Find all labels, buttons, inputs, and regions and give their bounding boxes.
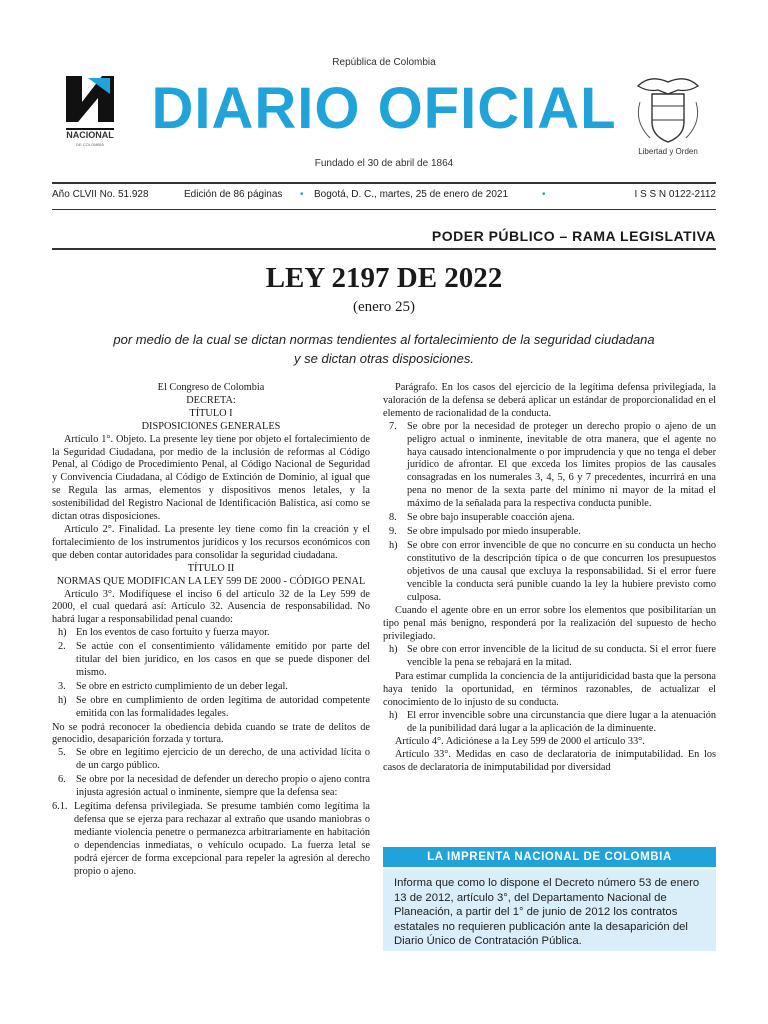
info-bar-top-rule [52,182,716,184]
paragrafo: Parágrafo. En los casos del ejercicio de la legítima defensa privilegiada, la valoración de la defensa se deberá aplicar un estándar de proporcionalidad en el elemento de racionalidad de la conducta. [383,382,716,419]
articulo-4: Artículo 4°. Adiciónese a la Ley 599 de 2000 el artículo 33°. [395,736,645,748]
ley-description [80,330,688,368]
list-item: h) Se obre con error invencible de la licitud de su conducta. Si el error fuere vencible la pena se rebajará en la mitad. [389,644,716,669]
ley-title: LEY 2197 DE 2022 [265,262,503,294]
left-column [52,382,370,879]
escudo-caption: Libertad y Orden [638,147,698,156]
titulo-2: TÍTULO II [187,562,235,574]
list-item: 8. Se obre bajo insuperable coacción ajena. [389,512,575,524]
anio-numero: Año CLVII No. 51.928 [52,189,149,200]
imprenta-notice-text: Informa que como lo dispone el Decreto número 53 de enero 13 de 2012, artículo 3°, del Departamento Nacional de Planeación, a partir del 1° de junio de 2012 los contratos estatales no requieren publicación ante la desaparición del Diario Único de Contratación Pública. [394,877,700,948]
issn: I S S N 0122-2112 [634,189,716,200]
info-bar-bottom-rule [52,209,716,210]
republica-label: República de Colombia [332,57,436,68]
info-bar [52,189,716,205]
separator-dot-icon: • [542,189,546,200]
decreta: DECRETA: [186,394,236,406]
separator-dot-icon: • [300,189,304,200]
list-item: 9. Se obre impulsado por miedo insuperable. [389,525,581,537]
coat-of-arms-icon [630,72,706,158]
titulo-1: TÍTULO I [189,407,233,419]
disposiciones-generales: DISPOSICIONES GENERALES [141,420,281,432]
edicion-paginas: Edición de 86 páginas [184,189,283,200]
articulo-3: Artículo 3°. Modifíquese el inciso 6 del artículo 32 de la Ley 599 de 2000, el cual quedará así: Artículo 32. Ausencia de responsabilidad. No habrá lugar a responsabilidad penal cuando: [52,588,370,626]
congreso: El Congreso de Colombia [157,382,265,393]
list-item: 7. Se obre por la necesidad de proteger un derecho propio o ajeno de un peligro actual o inminente, inevitable de otra manera, que el agente no haya causado intencionalmente o por imprudencia y que no tenga el deber jurídico de afrontar. El que exceda los límites propios de las causales consagradas en los numerales 3, 4, 5, 6 y 7 precedentes, incurrirá en una pena no menor de la sexta parte del mínimo ni mayor de la mitad el máximo de la señalada para la respectiva conducta punible. [389,420,716,510]
ley-description-line-1: por medio de la cual se dictan normas tendientes al fortalecimiento de la seguridad ciudadana [113,332,655,347]
diario-oficial-title: DIARIO OFICIAL [151,76,617,141]
normas-heading: NORMAS QUE MODIFICAN LA LEY 599 DE 2000 - CÓDIGO PENAL [56,575,366,587]
list-item: 2. Se actúe con el consentimiento válidamente emitido por parte del titular del bien jurídico, en los casos en que se puede disponer del mismo. [58,641,370,678]
articulo-1: Artículo 1°. Objeto. La presente ley tiene por objeto el fortalecimiento de la Seguridad Ciudadana, por medio de la inclusión de reformas al Código Penal, al Código de Procedimiento Penal, al Código Nacional de Seguridad y Convivencia Ciudadana, al Código de Extinción de Dominio, al igual que se Regula las armas, elementos y dispositivos menos letales, y la sostenibilidad del Registro Nacional de Identificación Balística, así como se dictan otras disposiciones. [52,433,370,523]
list-item: 6.1. Legítima defensa privilegiada. Se presume también como legítima la defensa que se ejerza para rechazar al extraño que usando maniobras o mediante violencia penetre o permanezca arbitrariamente en habitación o dependencias inmediatas, o vehículo ocupado. La fuerza letal se podrá ejercer de forma excepcional para repeler la agresión al derecho propio o ajeno. [52,801,370,877]
articulo-2: Artículo 2°. Finalidad. La presente ley tiene como fin la creación y el fortalecimiento de los instrumentos jurídicos y los recursos económicos con que deben contar autoridades para consolidar la seguridad ciudadana. [52,523,370,561]
section-rule [52,248,716,250]
articulo-33: Artículo 33°. Medidas en caso de declaratoria de inimputabilidad. En los casos de declaratoria de inimputabilidad por diversidad [383,749,716,774]
fundado-label: Fundado el 30 de abril de 1864 [314,158,454,169]
list-item: 6. Se obre por la necesidad de defender un derecho propio o ajeno contra injusta agresión actual o inminente, siempre que la defensa sea: [58,774,370,799]
list-item: 5. Se obre en legítimo ejercicio de un derecho, de una actividad lícita o de un cargo público. [58,747,370,772]
svg-text:NACIONAL: NACIONAL [66,130,114,140]
list-item: 3. Se obre en estricto cumplimiento de un deber legal. [58,680,288,692]
imprenta-notice-heading: LA IMPRENTA NACIONAL DE COLOMBIA [383,847,716,867]
estimar-paragraph: Para estimar cumplida la conciencia de la antijuridicidad basta que la persona haya tenido la oportunidad, en términos razonables, de actualizar el conocimiento de lo injusto de su conducta. [383,670,716,708]
list-item: h) Se obre en cumplimiento de orden legítima de autoridad competente emitida con las formalidades legales. [58,694,370,719]
list-item: h) Se obre con error invencible de que no concurre en su conducta un hecho constitutivo de la descripción típica o de que concurren los presupuestos objetivos de una causal que excluya la responsabilidad. Si el error fuere vencible la conducta será punible cuando la ley la hubiere previsto como culposa. [389,539,716,603]
cuando-paragraph: Cuando el agente obre en un error sobre los elementos que posibilitarían un tipo penal más benigno, responderá por la realización del supuesto de hecho privilegiado. [383,605,716,643]
svg-text:DE COLOMBIA: DE COLOMBIA [76,142,104,147]
list-item: h) En los eventos de caso fortuito y fuerza mayor. [58,627,270,639]
lugar-fecha: Bogotá, D. C., martes, 25 de enero de 2021 [314,189,509,200]
ley-date: (enero 25) [352,299,416,315]
obediencia-paragraph: No se podrá reconocer la obediencia debida cuando se trate de delitos de genocidio, desaparición forzada y tortura. [52,721,370,746]
section-heading: PODER PÚBLICO – RAMA LEGISLATIVA [431,228,716,244]
ley-description-line-2: y se dictan otras disposiciones. [294,351,474,366]
right-column [383,382,716,775]
list-item: h) El error invencible sobre una circunstancia que diere lugar a la atenuación de la punibilidad dará lugar a la aplicación de la diminuente. [389,709,716,734]
